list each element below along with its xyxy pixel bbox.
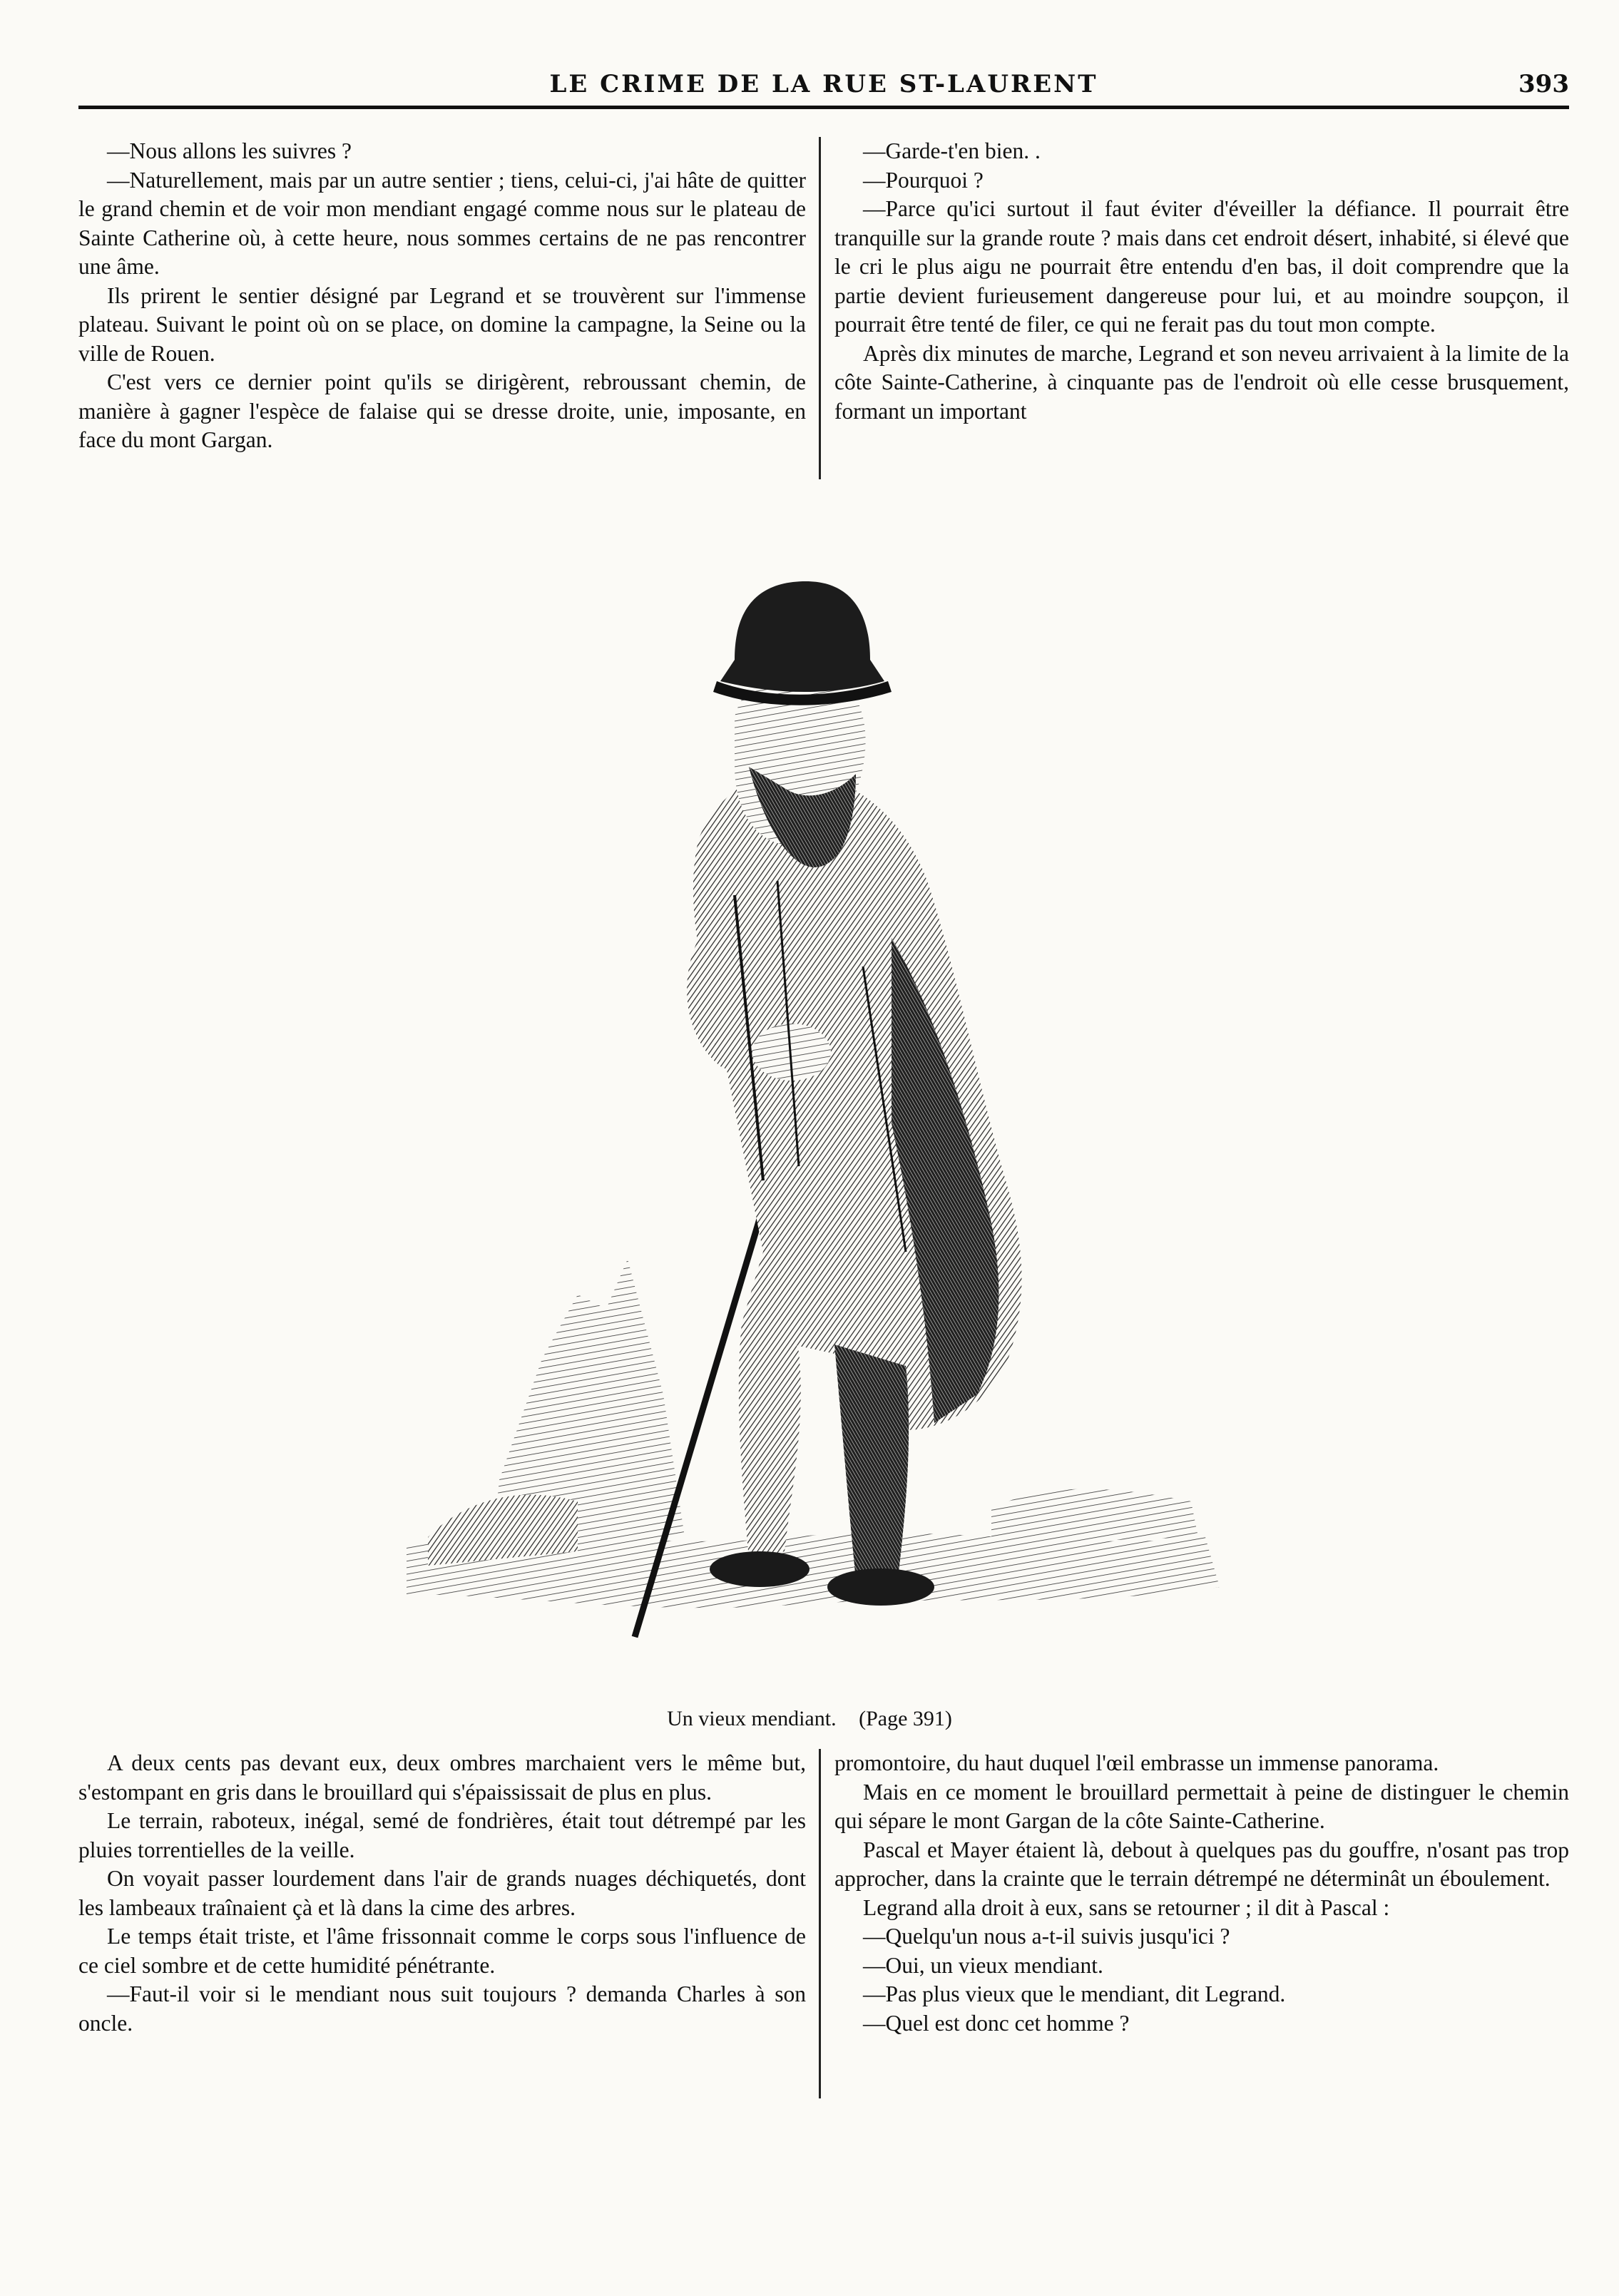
text-column-top-right xyxy=(834,137,1569,426)
paragraph: promontoire, du haut duquel l'œil embrasse un immense panorama. xyxy=(834,1750,1439,1775)
column-divider-bottom xyxy=(819,1749,821,2098)
paragraph: Après dix minutes de marche, Legrand et son neveu arrivaient à la limite de la côte Sainte-Catherine, à cinquante pas de l'endroit où elle cesse brusquement, formant un important xyxy=(834,340,1569,424)
paragraph: —Quelqu'un nous a-t-il suivis jusqu'ici ? xyxy=(863,1924,1230,1949)
paragraph: Legrand alla droit à eux, sans se retourner ; il dit à Pascal : xyxy=(863,1894,1390,1920)
header-rule xyxy=(78,106,1569,109)
paragraph: —Pourquoi ? xyxy=(863,167,984,193)
text-column-bottom-left xyxy=(78,1749,806,2038)
paragraph: C'est vers ce dernier point qu'ils se dirigèrent, rebroussant chemin, de manière à gagner l'espèce de falaise qui se dresse droite, unie, imposante, en face du mont Gargan. xyxy=(78,369,806,452)
engraving-old-beggar-icon xyxy=(364,539,1255,1701)
running-title: LE CRIME DE LA RUE ST-LAURENT xyxy=(549,70,1098,98)
caption-main: Un vieux mendiant. xyxy=(667,1707,837,1730)
paragraph: On voyait passer lourdement dans l'air de grands nuages déchiquetés, dont les lambeaux traînaient çà et là dans la cime des arbres. xyxy=(78,1866,806,1920)
paragraph: —Parce qu'ici surtout il faut éviter d'éveiller la défiance. Il pourrait être tranquille sur la grande route ? mais dans cet endroit désert, inhabité, si élevé que le cri le plus aigu ne pourrait être entendu d'en bas, il doit comprendre que la partie devient furieusement dangereuse pour lui, et au moindre soupçon, il pourrait être tenté de filer, ce qui ne ferait pas du tout mon compte. xyxy=(834,196,1569,337)
column-divider-top xyxy=(819,137,821,479)
paragraph: —Pas plus vieux que le mendiant, dit Legrand. xyxy=(863,1981,1286,2006)
paragraph: Mais en ce moment le brouillard permettait à peine de distinguer le chemin qui sépare le mont Gargan de la côte Sainte-Catherine. xyxy=(834,1779,1569,1833)
paragraph: Le temps était triste, et l'âme frissonnait comme le corps sous l'influence de ce ciel sombre et de cette humidité pénétrante. xyxy=(78,1924,806,1978)
text-column-top-left xyxy=(78,137,806,455)
illustration-caption xyxy=(0,1707,1619,1731)
paragraph: —Nous allons les suivres ? xyxy=(107,138,352,163)
paragraph: Ils prirent le sentier désigné par Legrand et se trouvèrent sur l'immense plateau. Suivant le point où on se place, on domine la campagne, la Seine ou la ville de Rouen. xyxy=(78,282,806,366)
paragraph: Le terrain, raboteux, inégal, semé de fondrières, était tout détrempé par les pluies torrentielles de la veille. xyxy=(78,1808,806,1862)
paragraph: A deux cents pas devant eux, deux ombres marchaient vers le même but, s'estompant en gris dans le brouillard qui s'épaississait de plus en plus. xyxy=(78,1750,806,1805)
paragraph: —Oui, un vieux mendiant. xyxy=(863,1952,1103,1978)
running-header xyxy=(78,66,1569,110)
paragraph: —Garde-t'en bien. . xyxy=(863,138,1041,163)
paragraph: —Faut-il voir si le mendiant nous suit toujours ? demanda Charles à son oncle. xyxy=(78,1981,806,2036)
caption-page-ref: (Page 391) xyxy=(859,1707,952,1730)
paragraph: —Naturellement, mais par un autre sentier ; tiens, celui-ci, j'ai hâte de quitter le grand chemin et de voir mon mendiant engagé comme nous sur le plateau de Sainte Catherine où, à cette heure, nous sommes certains de ne pas rencontrer une âme. xyxy=(78,167,806,279)
paragraph: —Quel est donc cet homme ? xyxy=(863,2010,1130,2036)
page-number: 393 xyxy=(1518,70,1569,98)
text-column-bottom-right xyxy=(834,1749,1569,2038)
paragraph: Pascal et Mayer étaient là, debout à quelques pas du gouffre, n'osant pas trop approcher, dans la crainte que le terrain détrempé ne déterminât un éboulement. xyxy=(834,1837,1569,1891)
